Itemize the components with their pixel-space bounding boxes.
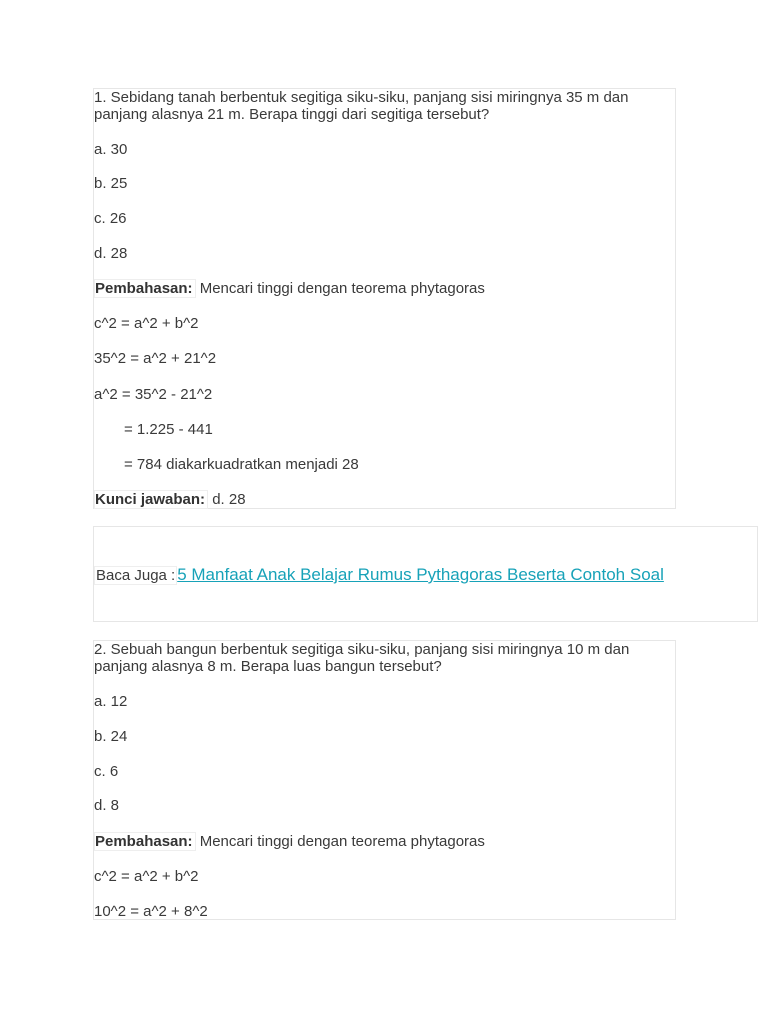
baca-juga-box <box>93 526 758 622</box>
pembahasan-line <box>94 280 485 297</box>
pembahasan-text: Mencari tinggi dengan teorema phytagoras <box>195 280 485 297</box>
question-2-block <box>93 640 676 920</box>
step-2: 35^2 = a^2 + 21^2 <box>94 350 217 367</box>
question-1-text: 1. Sebidang tanah berbentuk segitiga siku-siku, panjang sisi miringnya 35 m dan panjang alasnya 21 m. Berapa tinggi dari segitiga tersebut? <box>94 89 629 123</box>
kunci-line <box>94 491 246 508</box>
step-4: = 1.225 - 441 <box>124 421 213 438</box>
step-3: a^2 = 35^2 - 21^2 <box>94 386 213 403</box>
option-a: a. 12 <box>94 693 128 710</box>
question-1-block <box>93 88 676 509</box>
pembahasan-line <box>94 833 485 850</box>
step-1: c^2 = a^2 + b^2 <box>94 315 199 332</box>
option-b: b. 25 <box>94 175 128 192</box>
option-c: c. 26 <box>94 210 127 227</box>
step-2: 10^2 = a^2 + 8^2 <box>94 903 208 920</box>
baca-juga-link[interactable]: 5 Manfaat Anak Belajar Rumus Pythagoras Beserta Contoh Soal <box>177 565 664 584</box>
kunci-value: d. 28 <box>208 491 246 508</box>
option-a: a. 30 <box>94 141 128 158</box>
step-1: c^2 = a^2 + b^2 <box>94 868 199 885</box>
question-2-text: 2. Sebuah bangun berbentuk segitiga siku-siku, panjang sisi miringnya 10 m dan panjang alasnya 8 m. Berapa luas bangun tersebut? <box>94 641 630 675</box>
baca-juga-label: Baca Juga : <box>96 567 176 584</box>
option-d: d. 28 <box>94 245 128 262</box>
option-b: b. 24 <box>94 728 128 745</box>
pembahasan-label: Pembahasan: <box>94 279 196 298</box>
pembahasan-text: Mencari tinggi dengan teorema phytagoras <box>195 833 485 850</box>
baca-juga-row <box>94 565 664 586</box>
step-5: = 784 diakarkuadratkan menjadi 28 <box>124 456 359 473</box>
option-c: c. 6 <box>94 763 119 780</box>
kunci-label: Kunci jawaban: <box>94 490 208 509</box>
pembahasan-label: Pembahasan: <box>94 832 196 851</box>
option-d: d. 8 <box>94 797 120 814</box>
